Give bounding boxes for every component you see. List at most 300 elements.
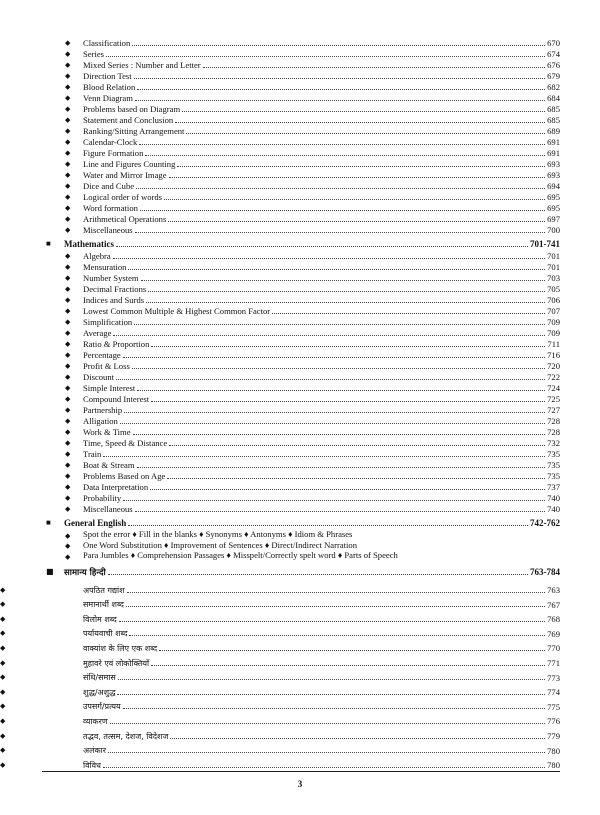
entry-page: 705 [547, 284, 560, 295]
square-bullet-icon: ■ [46, 518, 51, 527]
diamond-bullet-icon: ◆ [65, 296, 71, 304]
toc-entry [0, 595, 600, 610]
entry-title: Line and Figures Counting [83, 159, 176, 170]
entry-title: Simple Interest [83, 383, 136, 394]
english-topics: Para Jumbles ♦ Comprehension Passages ♦ Misspelt/Correctly spelt word ♦ Parts of Speech [83, 550, 398, 560]
entry-page: 716 [547, 350, 560, 361]
entry-title: अपठित गद्यांश [83, 585, 125, 595]
diamond-bullet-icon: ◆ [65, 318, 71, 326]
entry-title: Time, Speed & Distance [83, 438, 168, 449]
toc-entry [0, 305, 600, 316]
entry-title: Data Interpretation [83, 482, 149, 493]
page-number: 3 [297, 779, 303, 789]
toc-entry [0, 48, 600, 59]
diamond-bullet-icon: ◆ [65, 472, 71, 480]
dot-leader [118, 679, 545, 680]
entry-page: 706 [547, 295, 560, 306]
entry-title: शुद्ध/अशुद्ध [83, 687, 116, 697]
diamond-bullet-icon: ◆ [0, 760, 6, 769]
toc-entry [0, 250, 600, 261]
toc-entry [0, 726, 600, 741]
dot-leader [150, 489, 545, 490]
entry-page: 776 [547, 716, 560, 727]
entry-title: Decimal Fractions [83, 284, 147, 295]
section-heading-general-english [0, 516, 600, 528]
toc-entry [0, 393, 600, 404]
toc-entry [0, 213, 600, 224]
toc-entry [0, 741, 600, 756]
dot-leader [135, 511, 545, 512]
toc-entry [0, 404, 600, 415]
diamond-bullet-icon: ◆ [65, 395, 71, 403]
english-topics: One Word Substitution ♦ Improvement of Sentences ♦ Direct/Indirect Narration [83, 539, 358, 550]
entry-title: Partnership [83, 405, 123, 416]
dot-leader [170, 738, 545, 739]
diamond-bullet-icon: ◆ [0, 731, 6, 740]
toc-entry [0, 224, 600, 235]
entry-page: 779 [547, 730, 560, 741]
section-title: सामान्य हिन्दी [64, 567, 106, 578]
toc-entry [0, 503, 600, 514]
dot-leader [119, 621, 545, 622]
toc-entry [0, 682, 600, 697]
entry-page: 711 [547, 339, 560, 350]
entry-page: 701 [547, 251, 560, 262]
entry-title: विविध [83, 760, 101, 770]
entry-title: Blood Relation [83, 82, 136, 93]
dot-leader [127, 592, 546, 593]
toc-entry [0, 103, 600, 114]
entry-page: 780 [547, 760, 560, 771]
toc-entry [0, 415, 600, 426]
dot-leader [137, 390, 545, 391]
english-topics: Spot the error ♦ Fill in the blanks ♦ Synonyms ♦ Antonyms ♦ Idiom & Phrases [83, 529, 353, 539]
dot-leader [116, 379, 545, 380]
toc-entry [0, 624, 600, 639]
entry-title: Algebra [83, 251, 111, 262]
dot-leader [148, 291, 545, 292]
entry-page: 763 [547, 585, 560, 595]
diamond-bullet-icon: ◆ [0, 585, 6, 594]
diamond-bullet-icon: ◆ [65, 542, 71, 550]
dot-leader [167, 478, 545, 479]
entry-page: 700 [547, 225, 560, 236]
diamond-bullet-icon: ◆ [65, 61, 71, 69]
entry-page: 722 [547, 372, 560, 383]
footer-rule [42, 771, 560, 772]
dot-leader [123, 357, 545, 358]
entry-page: 728 [547, 416, 560, 427]
entry-page: 674 [547, 49, 560, 60]
entry-page: 737 [547, 482, 560, 493]
entry-title: वाक्यांश के लिए एक शब्द [83, 643, 158, 653]
toc-entry [0, 125, 600, 136]
dot-leader [135, 100, 545, 101]
entry-title: Arithmetical Operations [83, 214, 167, 225]
entry-title: तद्भव, तत्सम, देशज, विदेशज [83, 731, 169, 741]
dot-leader [159, 650, 545, 651]
entry-page: 720 [547, 361, 560, 372]
dot-leader [113, 258, 545, 259]
dot-leader [168, 221, 545, 222]
entry-page: 684 [547, 93, 560, 104]
toc-entry [0, 316, 600, 327]
diamond-bullet-icon: ◆ [65, 505, 71, 513]
diamond-bullet-icon: ◆ [65, 182, 71, 190]
entry-title: Venn Diagram [83, 93, 133, 104]
entry-title: Problems Based on Age [83, 471, 166, 482]
reasoning-topic-list [0, 37, 600, 235]
entry-page: 679 [547, 71, 560, 82]
dot-leader [113, 335, 545, 336]
diamond-bullet-icon: ◆ [65, 384, 71, 392]
entry-page: 732 [547, 438, 560, 449]
entry-title: Percentage [83, 350, 121, 361]
diamond-bullet-icon: ◆ [65, 373, 71, 381]
entry-title: Lowest Common Multiple & Highest Common Factor [83, 306, 271, 317]
toc-entry [0, 147, 600, 158]
entry-title: Alligation [83, 416, 118, 427]
entry-title: Number System [83, 273, 139, 284]
dot-leader [117, 694, 545, 695]
hindi-section [0, 565, 600, 577]
entry-title: Logical order of words [83, 192, 162, 203]
entry-title: पर्यायवाची शब्द [83, 629, 128, 639]
entry-page: 780 [547, 745, 560, 756]
entry-page: 724 [547, 383, 560, 394]
toc-entry [0, 360, 600, 371]
entry-page: 701 [547, 262, 560, 273]
dot-leader [108, 574, 528, 575]
entry-title: मुहावरे एवं लोकोक्तियाँ [83, 658, 150, 668]
entry-page: 693 [547, 170, 560, 181]
entry-title: Word formation [83, 203, 138, 214]
dot-leader [124, 412, 545, 413]
hindi-topic-list [0, 580, 600, 770]
diamond-bullet-icon: ◆ [0, 658, 6, 667]
diamond-bullet-icon: ◆ [0, 629, 6, 638]
section-title: General English [64, 518, 127, 528]
toc-entry [0, 158, 600, 169]
toc-entry [0, 92, 600, 103]
diamond-bullet-icon: ◆ [65, 494, 71, 502]
entry-title: Average [83, 328, 112, 339]
toc-entry [0, 70, 600, 81]
entry-title: विलोम शब्द [83, 614, 117, 624]
toc-entry [0, 382, 600, 393]
entry-title: Classification [83, 38, 131, 49]
toc-entry [0, 81, 600, 92]
section-heading-hindi [0, 565, 600, 577]
entry-title: Indices and Surds [83, 295, 145, 306]
dot-leader [169, 445, 545, 446]
dot-leader [145, 155, 545, 156]
diamond-bullet-icon: ◆ [0, 702, 6, 711]
toc-entry [0, 349, 600, 360]
dot-leader [134, 324, 545, 325]
dot-leader [126, 606, 545, 607]
diamond-bullet-icon: ◆ [65, 39, 71, 47]
entry-title: Discount [83, 372, 115, 383]
diamond-bullet-icon: ◆ [65, 285, 71, 293]
section-page-range: 763-784 [530, 567, 560, 577]
entry-page: 735 [547, 449, 560, 460]
entry-page: 697 [547, 214, 560, 225]
dot-leader [272, 313, 545, 314]
entry-page: 703 [547, 273, 560, 284]
dot-leader [151, 401, 545, 402]
dot-leader [132, 45, 545, 46]
english-topic-line [0, 551, 600, 562]
toc-entry [0, 638, 600, 653]
dot-leader [137, 89, 545, 90]
entry-title: Probability [83, 493, 122, 504]
diamond-bullet-icon: ◆ [65, 329, 71, 337]
dot-leader [164, 199, 545, 200]
diamond-bullet-icon: ◆ [65, 483, 71, 491]
entry-page: 769 [547, 628, 560, 639]
entry-title: Boat & Stream [83, 460, 135, 471]
dot-leader [132, 368, 545, 369]
dot-leader [120, 423, 545, 424]
diamond-bullet-icon: ◆ [65, 461, 71, 469]
diamond-bullet-icon: ◆ [65, 193, 71, 201]
diamond-bullet-icon: ◆ [65, 72, 71, 80]
dot-leader [108, 752, 545, 753]
diamond-bullet-icon: ◆ [0, 716, 6, 725]
entry-title: समानार्थी शब्द [83, 600, 124, 610]
toc-entry [0, 191, 600, 202]
diamond-bullet-icon: ◆ [0, 687, 6, 696]
entry-title: Ranking/Sitting Arrangement [83, 126, 185, 137]
dot-leader [146, 302, 545, 303]
toc-entry [0, 338, 600, 349]
dot-leader [128, 525, 528, 526]
toc-entry [0, 114, 600, 125]
entry-title: Statement and Conclusion [83, 115, 174, 126]
dot-leader [103, 456, 545, 457]
toc-entry [0, 327, 600, 338]
entry-page: 727 [547, 405, 560, 416]
diamond-bullet-icon: ◆ [65, 340, 71, 348]
entry-title: Mixed Series : Number and Letter [83, 60, 201, 71]
entry-title: Ratio & Proportion [83, 339, 150, 350]
entry-page: 676 [547, 60, 560, 71]
entry-title: Simplification [83, 317, 133, 328]
entry-page: 670 [547, 38, 560, 49]
entry-page: 771 [547, 657, 560, 668]
entry-page: 685 [547, 115, 560, 126]
dot-leader [133, 434, 546, 435]
entry-page: 774 [547, 687, 560, 698]
entry-page: 695 [547, 203, 560, 214]
square-bullet-icon: ■ [46, 239, 51, 248]
dot-leader [203, 67, 545, 68]
entry-page: 740 [547, 504, 560, 515]
diamond-bullet-icon: ◆ [65, 439, 71, 447]
dot-leader [169, 177, 546, 178]
section-page-range: 742-762 [530, 518, 560, 528]
dot-leader [175, 122, 545, 123]
entry-page: 693 [547, 159, 560, 170]
dot-leader [140, 210, 545, 211]
diamond-bullet-icon: ◆ [65, 127, 71, 135]
toc-entry [0, 697, 600, 712]
diamond-bullet-icon: ◆ [65, 252, 71, 260]
entry-title: Miscellaneous [83, 225, 133, 236]
entry-title: अलंकार [83, 746, 107, 756]
dot-leader [136, 188, 545, 189]
diamond-bullet-icon: ◆ [65, 138, 71, 146]
dot-leader [141, 280, 545, 281]
general-english-topic-lines [0, 530, 600, 562]
entry-page: 740 [547, 493, 560, 504]
dot-leader [151, 346, 545, 347]
toc-entry [0, 437, 600, 448]
entry-page: 694 [547, 181, 560, 192]
diamond-bullet-icon: ◆ [0, 643, 6, 652]
general-english-section [0, 516, 600, 528]
dot-leader [151, 665, 545, 666]
diamond-bullet-icon: ◆ [65, 263, 71, 271]
dot-leader [123, 708, 545, 709]
entry-page: 767 [547, 599, 560, 610]
dot-leader [110, 723, 545, 724]
section-title: Mathematics [64, 239, 114, 249]
diamond-bullet-icon: ◆ [65, 50, 71, 58]
entry-page: 735 [547, 460, 560, 471]
entry-title: Dice and Cube [83, 181, 135, 192]
mathematics-section [0, 237, 600, 249]
toc-entry [0, 59, 600, 70]
diamond-bullet-icon: ◆ [65, 274, 71, 282]
diamond-bullet-icon: ◆ [65, 531, 71, 540]
diamond-bullet-icon: ◆ [65, 204, 71, 212]
diamond-bullet-icon: ◆ [65, 160, 71, 168]
entry-title: उपसर्ग/प्रत्यय [83, 702, 121, 712]
entry-page: 770 [547, 643, 560, 654]
diamond-bullet-icon: ◆ [65, 307, 71, 315]
toc-entry [0, 492, 600, 503]
dot-leader [129, 635, 545, 636]
entry-title: संधि/समास [83, 673, 116, 683]
diamond-bullet-icon: ◆ [0, 746, 6, 755]
entry-page: 773 [547, 672, 560, 683]
toc-entry [0, 283, 600, 294]
entry-page: 695 [547, 192, 560, 203]
entry-title: Miscellaneous [83, 504, 133, 515]
entry-title: Compound Interest [83, 394, 150, 405]
toc-entry [0, 180, 600, 191]
entry-page: 682 [547, 82, 560, 93]
toc-entry [0, 261, 600, 272]
diamond-bullet-icon: ◆ [65, 116, 71, 124]
entry-page: 709 [547, 328, 560, 339]
diamond-bullet-icon: ◆ [0, 614, 6, 623]
toc-entry [0, 653, 600, 668]
entry-page: 691 [547, 137, 560, 148]
section-heading-mathematics [0, 237, 600, 249]
toc-entry [0, 448, 600, 459]
diamond-bullet-icon: ◆ [65, 171, 71, 179]
toc-entry [0, 136, 600, 147]
entry-page: 689 [547, 126, 560, 137]
toc-entry [0, 470, 600, 481]
toc-entry [0, 294, 600, 305]
dot-leader [135, 232, 545, 233]
dot-leader [106, 56, 545, 57]
toc-entry [0, 459, 600, 470]
entry-title: व्याकरण [83, 716, 108, 726]
entry-title: Figure Formation [83, 148, 144, 159]
entry-title: Series [83, 49, 105, 60]
dot-leader [137, 467, 546, 468]
entry-title: Profit & Loss [83, 361, 130, 372]
entry-page: 707 [547, 306, 560, 317]
diamond-bullet-icon: ◆ [0, 673, 6, 682]
dot-leader [128, 269, 545, 270]
toc-entry [0, 580, 600, 595]
toc-entry [0, 426, 600, 437]
entry-page: 709 [547, 317, 560, 328]
dot-leader [116, 246, 528, 247]
diamond-bullet-icon: ◆ [65, 406, 71, 414]
entry-title: Direction Test [83, 71, 132, 82]
diamond-bullet-icon: ◆ [65, 417, 71, 425]
diamond-bullet-icon: ◆ [65, 226, 71, 234]
toc-entry [0, 711, 600, 726]
toc-entry [0, 755, 600, 770]
toc-entry [0, 202, 600, 213]
entry-title: Problems based on Diagram [83, 104, 181, 115]
entry-title: Train [83, 449, 102, 460]
toc-entry [0, 371, 600, 382]
diamond-bullet-icon: ◆ [65, 149, 71, 157]
toc-entry [0, 668, 600, 683]
entry-page: 728 [547, 427, 560, 438]
diamond-bullet-icon: ◆ [65, 351, 71, 359]
entry-title: Calendar-Clock [83, 137, 138, 148]
diamond-bullet-icon: ◆ [65, 450, 71, 458]
dot-leader [134, 78, 545, 79]
entry-page: 768 [547, 614, 560, 625]
toc-entry [0, 609, 600, 624]
toc-entry [0, 272, 600, 283]
diamond-bullet-icon: ◆ [65, 83, 71, 91]
entry-title: Mensuration [83, 262, 127, 273]
entry-page: 775 [547, 701, 560, 712]
entry-title: Water and Mirror Image [83, 170, 167, 181]
entry-page: 735 [547, 471, 560, 482]
dot-leader [186, 133, 545, 134]
diamond-bullet-icon: ◆ [0, 600, 6, 609]
diamond-bullet-icon: ◆ [65, 552, 71, 561]
diamond-bullet-icon: ◆ [65, 94, 71, 102]
mathematics-topic-list [0, 250, 600, 514]
dot-leader [182, 111, 545, 112]
toc-entry [0, 37, 600, 48]
diamond-bullet-icon: ◆ [65, 428, 71, 436]
toc-entry [0, 169, 600, 180]
entry-page: 725 [547, 394, 560, 405]
section-page-range: 701-741 [530, 239, 560, 249]
dot-leader [177, 166, 545, 167]
dot-leader [123, 500, 545, 501]
square-bullet-icon: ■ [46, 567, 54, 576]
diamond-bullet-icon: ◆ [65, 215, 71, 223]
diamond-bullet-icon: ◆ [65, 362, 71, 370]
entry-title: Work & Time [83, 427, 131, 438]
